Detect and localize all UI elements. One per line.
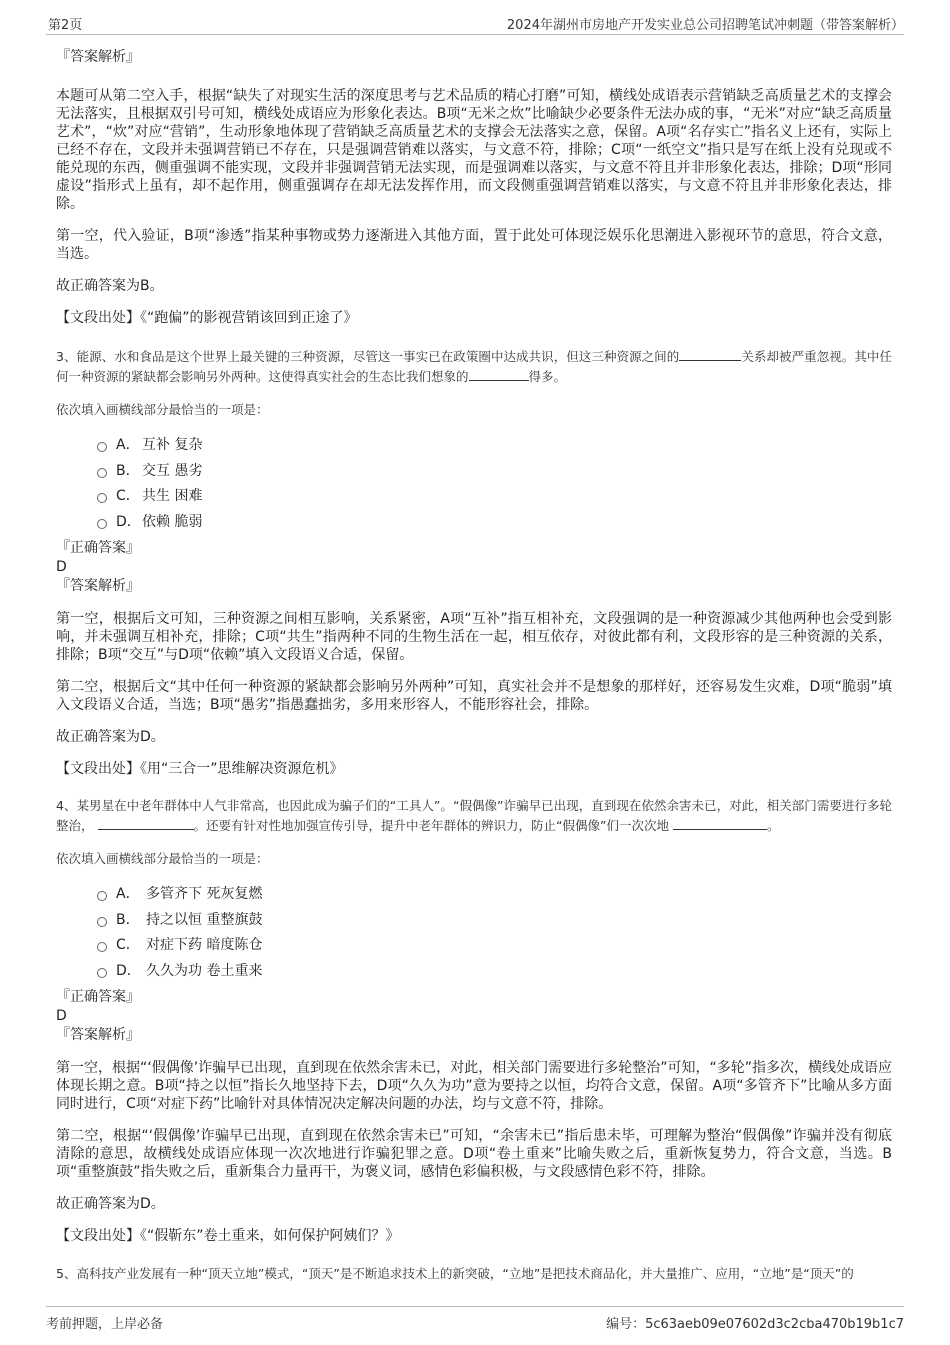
radio-button[interactable]: [97, 493, 107, 503]
answer-conclusion: 故正确答案为D。: [56, 729, 165, 745]
option-b[interactable]: B． 持之以恒 重整旗鼓: [56, 908, 892, 934]
radio-button[interactable]: [97, 442, 107, 452]
analysis-paragraph: 第二空，根据“‘假偶像’诈骗早已出现，直到现在依然余害未已”可知，“余害未已”指后患未毕，可理解为整治“假偶像”诈骗并没有彻底清除的意思，故横线处成语应体现一次次地进行诈骗犯罪之意。D项“卷土重来”比喻失败之后，重新恢复势力，符合文意，当选。B项“重整旗鼓”指失败之后，重新集合力量再干，为褒义词，感情色彩偏积极，与文段感情色彩不符，排除。: [56, 1128, 892, 1180]
fill-blank: [673, 817, 767, 830]
fill-blank: [469, 368, 529, 381]
option-c[interactable]: C． 共生 困难: [56, 484, 892, 510]
question-stem: 3、能源、水和食品是这个世界上最关键的三种资源，尽管这一事实已在政策圈中达成共识，但这三种资源之间的 关系却被严重忽视。其中任何一种资源的紧缺都会影响另外两种。这使得真实社会的生态比我们想象的 得多。: [56, 349, 892, 384]
page-header: [46, 12, 904, 35]
option-c[interactable]: C． 对症下药 暗度陈仓: [56, 933, 892, 959]
option-list: [56, 882, 892, 984]
analysis-paragraph: 第二空，根据后文“其中任何一种资源的紧缺都会影响另外两种”可知，真实社会并不是想象的那样好，还容易发生灾难，D项“脆弱”填入文段语义合适，当选；B项“愚劣”指愚蠢拙劣，多用来形容人，不能形容社会，排除。: [56, 679, 892, 713]
radio-button[interactable]: [97, 519, 107, 529]
fill-blank: [679, 348, 741, 361]
document-title: 2024年湖州市房地产开发实业总公司招聘笔试冲刺题（带答案解析）: [506, 18, 904, 33]
radio-button[interactable]: [97, 468, 107, 478]
fill-blank: [98, 817, 194, 830]
question-stem: 5、高科技产业发展有一种“顶天立地”模式，“顶天”是不断追求技术上的新突破，“立地”是把技术商品化，并大量推广、应用，“立地”是“顶天”的: [56, 1266, 854, 1281]
page-content: [56, 44, 892, 1298]
page-number: 第2页: [48, 18, 83, 33]
correct-answer: D: [56, 1008, 67, 1024]
footer-slogan: 考前押题，上岸必备: [46, 1317, 164, 1332]
option-list: [56, 433, 892, 535]
correct-answer-label: 『正确答案』: [56, 540, 140, 556]
radio-button[interactable]: [97, 917, 107, 927]
correct-answer-label: 『正确答案』: [56, 989, 140, 1005]
correct-answer: D: [56, 559, 67, 575]
option-d[interactable]: D． 久久为功 卷土重来: [56, 959, 892, 985]
page-footer: [46, 1306, 904, 1332]
radio-button[interactable]: [97, 891, 107, 901]
question-instruction: 依次填入画横线部分最恰当的一项是：: [56, 851, 269, 866]
source-citation: 【文段出处】《“跑偏”的影视营销该回到正途了》: [56, 310, 358, 326]
analysis-paragraph: 第一空，代入验证，B项“渗透”指某种事物或势力逐渐进入其他方面，置于此处可体现泛娱乐化思潮进入影视环节的意思，符合文意，当选。: [56, 228, 892, 262]
analysis-paragraph: 第一空，根据后文可知，三种资源之间相互影响，关系紧密，A项“互补”指互相补充，文段强调的是一种资源减少其他两种也会受到影响，并未强调互相补充，排除；C项“共生”指两种不同的生物生活在一起，相互依存，对彼此都有利，文段形容的是三种资源的关系，排除；B项“交互”与D项“依赖”填入文段语义合适，保留。: [56, 611, 892, 663]
analysis-paragraph: 本题可从第二空入手，根据“缺失了对现实生活的深度思考与艺术品质的精心打磨”可知，横线处成语表示营销缺乏高质量艺术的支撑会无法落实，且根据双引号可知，横线处成语应为形象化表达。B项“无米之炊”比喻缺少必要条件无法办成的事，“无米”对应“缺乏高质量艺术”，“炊”对应“营销”，生动形象地体现了营销缺乏高质量艺术的支撑会无法落实之意，保留。A项“名存实亡”指名义上还有，实际上已经不存在，文段并未强调营销已不存在，只是强调营销难以落实，与文意不符，排除；C项“一纸空文”指只是写在纸上没有兑现或不能兑现的东西，侧重强调不能实现，文段并非强调营销无法实现，而是强调难以落实，与文意不符且并非形象化表达，排除；D项“形同虚设”指形式上虽有，却不起作用，侧重强调存在却无法发挥作用，而文段侧重强调营销难以落实，与文意不符且并非形象化表达，排除。: [56, 88, 892, 212]
option-a[interactable]: A． 多管齐下 死灰复燃: [56, 882, 892, 908]
radio-button[interactable]: [97, 968, 107, 978]
analysis-label: 『答案解析』: [56, 49, 140, 65]
source-citation: 【文段出处】《“假靳东”卷土重来，如何保护阿姨们？》: [56, 1228, 400, 1244]
radio-button[interactable]: [97, 942, 107, 952]
option-d[interactable]: D．依赖 脆弱: [56, 510, 892, 536]
answer-conclusion: 故正确答案为B。: [56, 278, 164, 294]
source-citation: 【文段出处】《用“三合一”思维解决资源危机》: [56, 761, 344, 777]
analysis-label: 『答案解析』: [56, 578, 140, 594]
question-stem: 4、某男星在中老年群体中人气非常高，也因此成为骗子们的“工具人”。“假偶像”诈骗早已出现，直到现在依然余害未已，对此，相关部门需要进行多轮整治， 。还要有针对性地加强宣传引导，提升中老年群体的辨识力，防止“假偶像”们一次次地 。: [56, 798, 892, 833]
question-instruction: 依次填入画横线部分最恰当的一项是：: [56, 402, 269, 417]
option-b[interactable]: B． 交互 愚劣: [56, 459, 892, 485]
document-id: 编号：5c63aeb09e07602d3c2cba470b19b1c7: [606, 1317, 904, 1332]
analysis-paragraph: 第一空，根据“‘假偶像’诈骗早已出现，直到现在依然余害未已，对此，相关部门需要进行多轮整治”可知，“多轮”指多次，横线处成语应体现长期之意。B项“持之以恒”指长久地坚持下去，D项“久久为功”意为要持之以恒，均符合文意，保留。A项“多管齐下”比喻从多方面同时进行，C项“对症下药”比喻针对具体情况决定解决问题的办法，均与文意不符，排除。: [56, 1060, 892, 1112]
answer-conclusion: 故正确答案为D。: [56, 1196, 165, 1212]
option-a[interactable]: A． 互补 复杂: [56, 433, 892, 459]
analysis-label: 『答案解析』: [56, 1027, 140, 1043]
